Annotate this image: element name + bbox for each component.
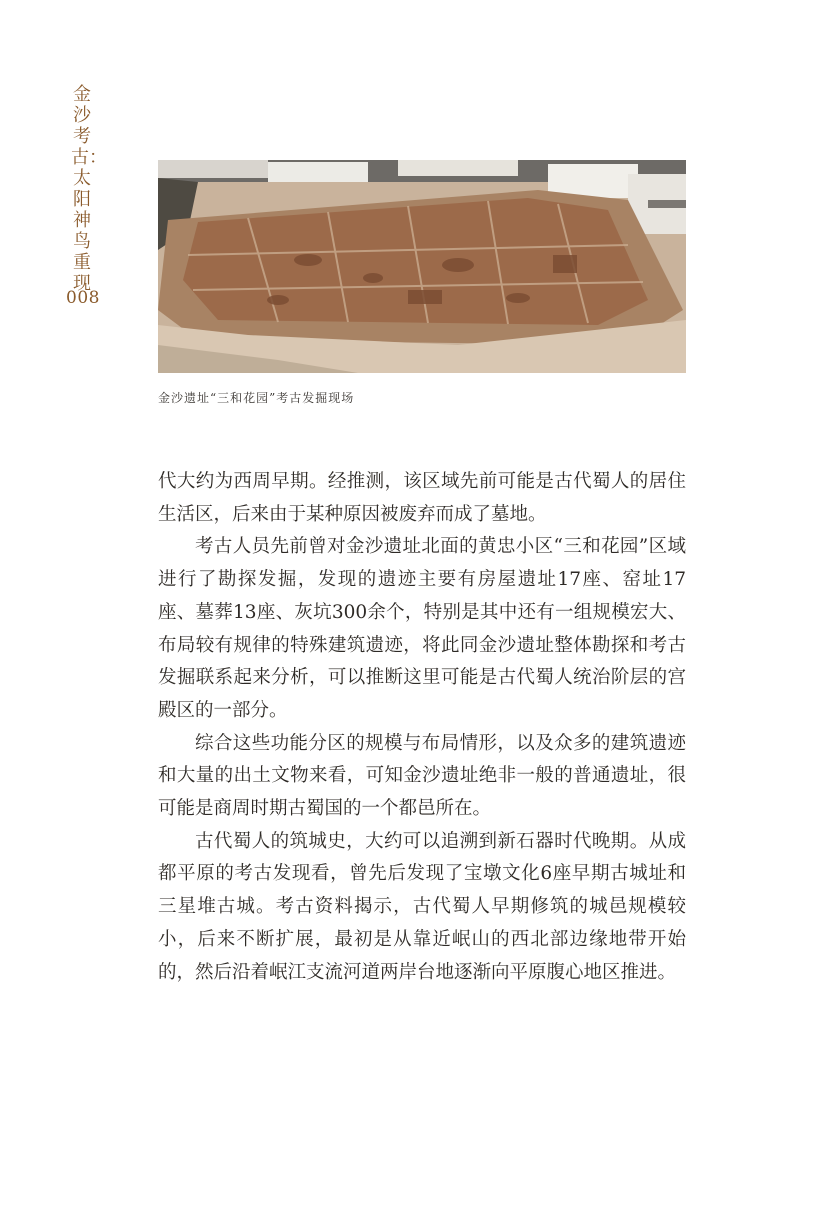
paragraph: 代大约为西周早期。经推测，该区域先前可能是古代蜀人的居住生活区，后来由于某种原因被废弃而成了墓地。: [158, 471, 686, 525]
page-number: 008: [66, 288, 100, 308]
paragraph: 古代蜀人的筑城史，大约可以追溯到新石器时代晚期。从成都平原的考古发现看，曾先后发现了宝墩文化6座早期古城址和三星堆古城。考古资料揭示，古代蜀人早期修筑的城邑规模较小，后来不断扩展，最初是从靠近岷山的西北部边缘地带开始的，然后沿着岷江支流河道两岸台地逐渐向平原腹心地区推进。: [158, 830, 686, 983]
body-text: [158, 466, 686, 989]
book-title: 金沙考古：太阳神鸟重现: [71, 84, 107, 294]
figure-caption: 金沙遗址“三和花园”考古发掘现场: [158, 391, 355, 405]
paragraph: 考古人员先前曾对金沙遗址北面的黄忠小区“三和花园”区域进行了勘探发掘，发现的遗迹主要有房屋遗址17座、窑址17座、墓葬13座、灰坑300余个，特别是其中还有一组规模宏大、布局较有规律的特殊建筑遗迹，将此同金沙遗址整体勘探和考古发掘联系起来分析，可以推断这里可能是古代蜀人统治阶层的宫殿区的一部分。: [158, 536, 686, 721]
paragraph: 综合这些功能分区的规模与布局情形，以及众多的建筑遗迹和大量的出土文物来看，可知金沙遗址绝非一般的普通遗址，很可能是商周时期古蜀国的一个都邑所在。: [158, 732, 686, 820]
excavation-site-photo: [158, 160, 686, 373]
